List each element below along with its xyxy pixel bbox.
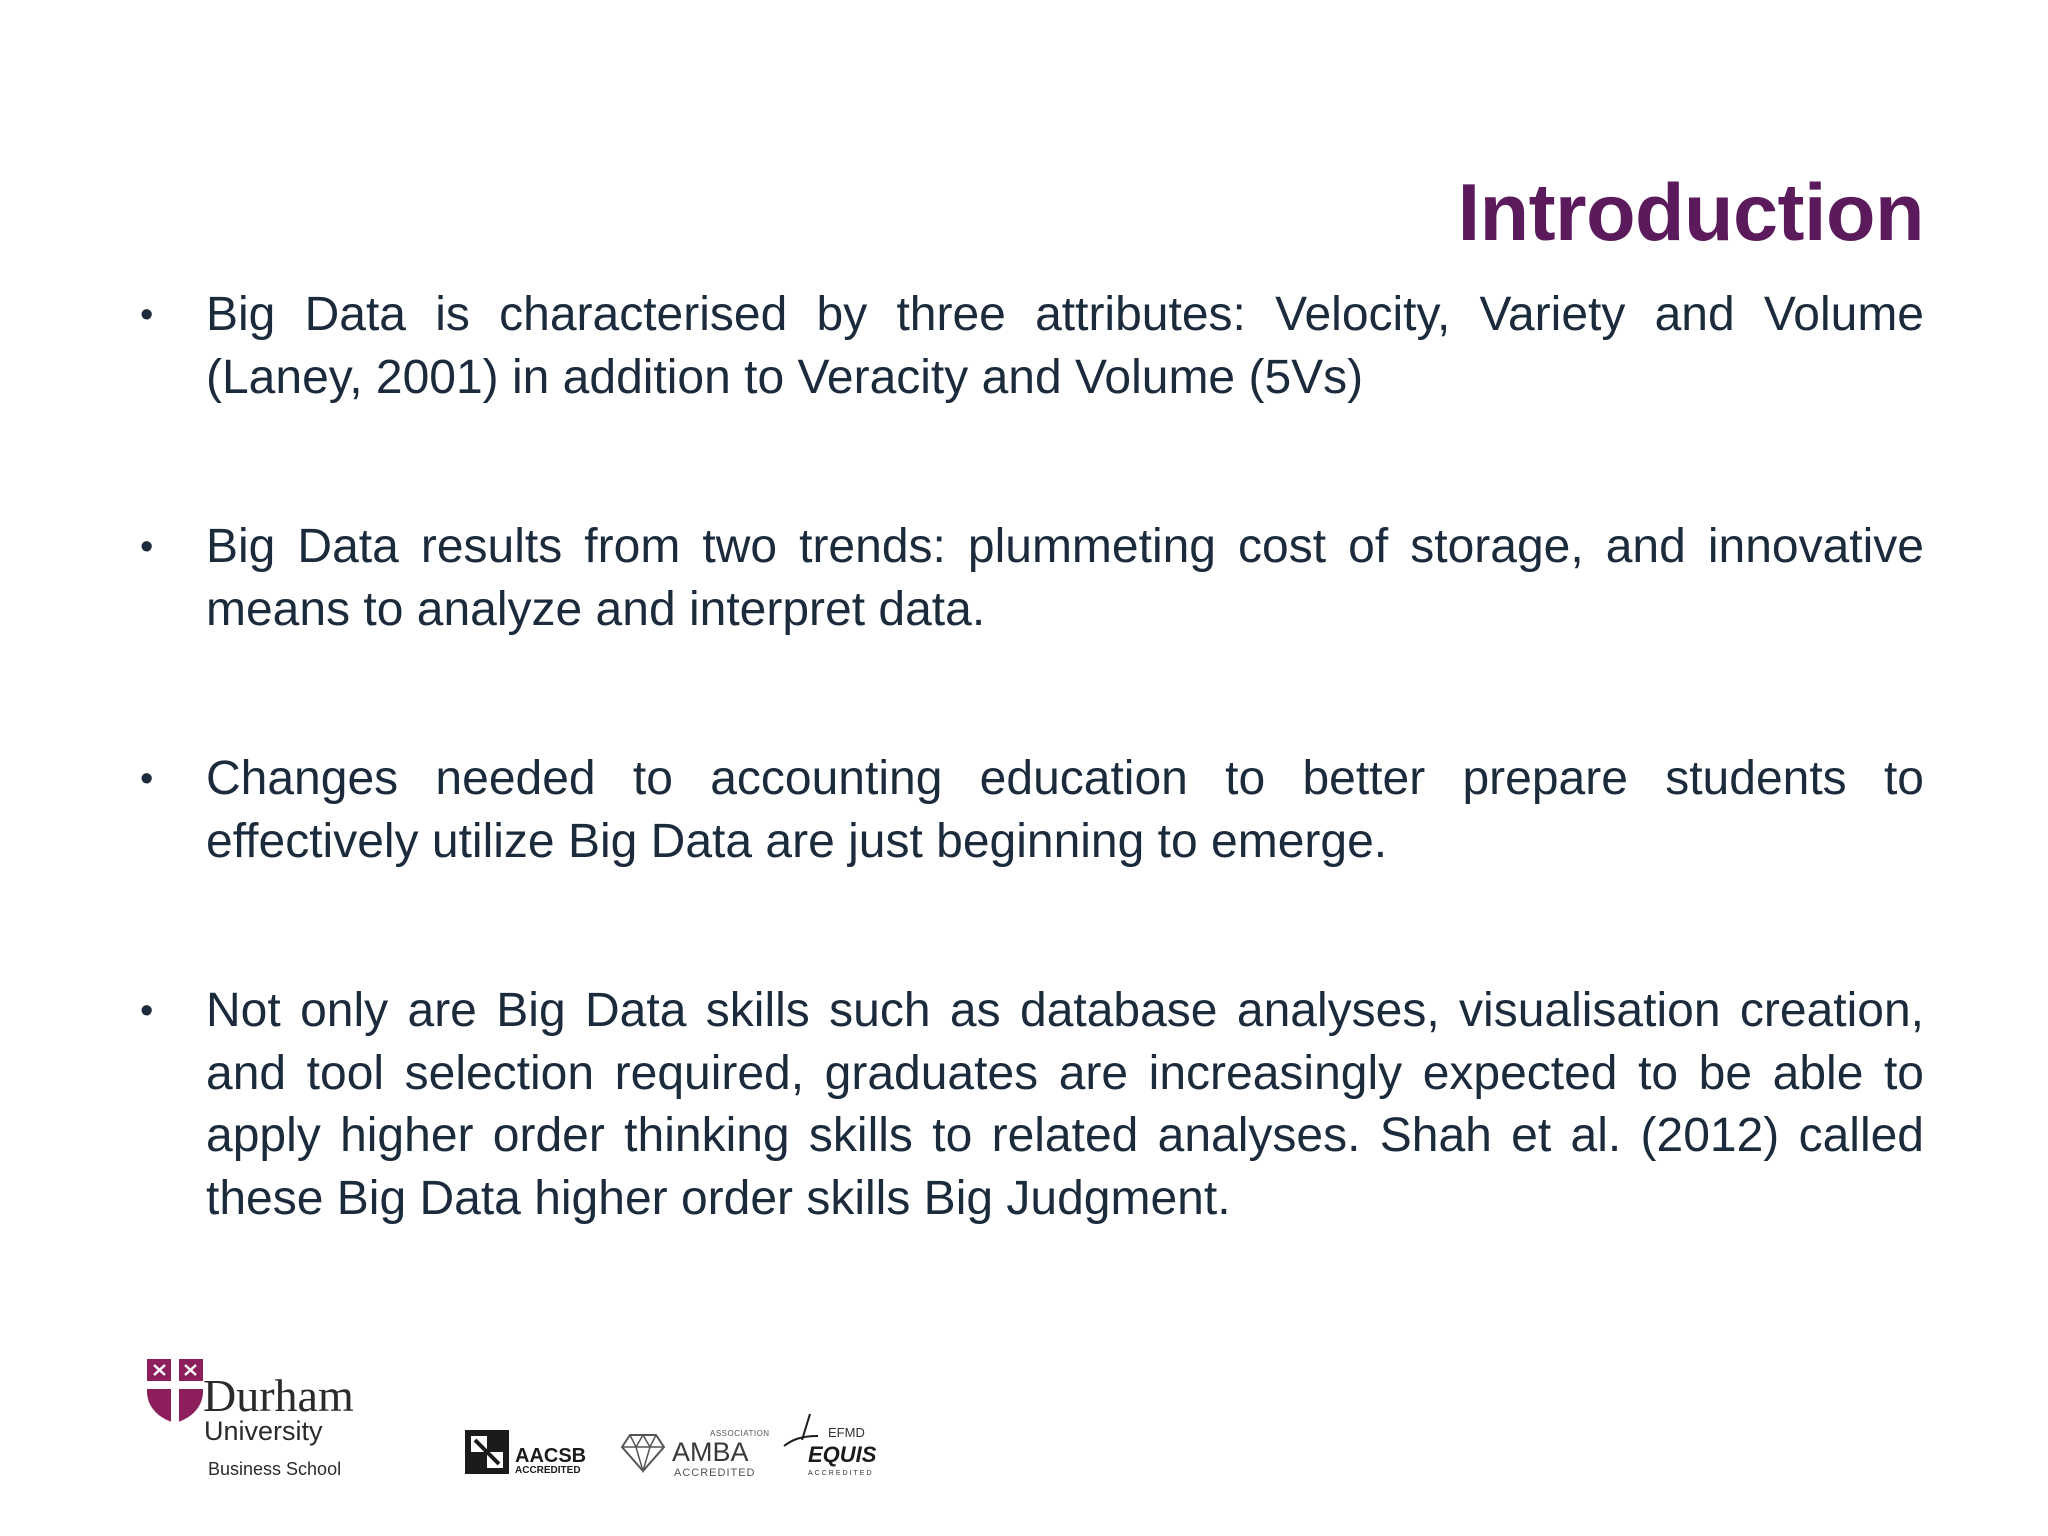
durham-university: University	[204, 1416, 323, 1446]
slide-title: Introduction	[1457, 168, 1924, 258]
durham-logo	[140, 1355, 380, 1485]
bullet-marker: •	[140, 526, 154, 568]
durham-shield-icon	[145, 1357, 205, 1425]
bullet-marker: •	[140, 294, 154, 336]
bullet-list	[140, 284, 1924, 1230]
amba-association: ASSOCIATION	[710, 1429, 770, 1438]
amba-accredited: ACCREDITED	[674, 1467, 756, 1479]
bullet-text: Big Data is characterised by three attributes: Velocity, Variety and Volume (Laney, 2001) in addition to Veracity and Volume (5Vs)	[206, 288, 1924, 404]
footer-logos	[140, 1355, 900, 1485]
amba-diamond-icon	[620, 1433, 666, 1473]
aacsb-accredited: ACCREDITED	[515, 1465, 581, 1476]
bullet-text: Changes needed to accounting education to better prepare students to effectively utilize Big Data are just beginning to emerge.	[206, 752, 1924, 868]
durham-name: Durham	[203, 1370, 354, 1421]
aacsb-mark-icon	[465, 1430, 509, 1474]
amba-logo	[620, 1427, 770, 1483]
bullet-item	[140, 284, 1924, 409]
equis-name: EQUIS	[808, 1442, 877, 1467]
aacsb-name: AACSB	[515, 1445, 587, 1467]
bullet-item	[140, 516, 1924, 641]
bullet-text: Big Data results from two trends: plummeting cost of storage, and innovative means to analyze and interpret data.	[206, 520, 1924, 636]
bullet-text: Not only are Big Data skills such as database analyses, visualisation creation, and tool selection required, graduates are increasingly expected to be able to apply higher order thinking skills to related analyses. Shah et al. (2012) called these Big Data higher order skills Big Judgment.	[206, 984, 1924, 1225]
equis-logo	[778, 1410, 888, 1485]
bullet-item	[140, 748, 1924, 873]
bullet-item	[140, 980, 1924, 1230]
bullet-marker: •	[140, 990, 154, 1032]
amba-name: AMBA	[672, 1437, 749, 1467]
equis-efmd: EFMD	[828, 1425, 865, 1440]
durham-business-school: Business School	[208, 1459, 342, 1479]
bullet-marker: •	[140, 758, 154, 800]
equis-accredited: ACCREDITED	[808, 1470, 874, 1477]
aacsb-logo	[465, 1430, 600, 1485]
